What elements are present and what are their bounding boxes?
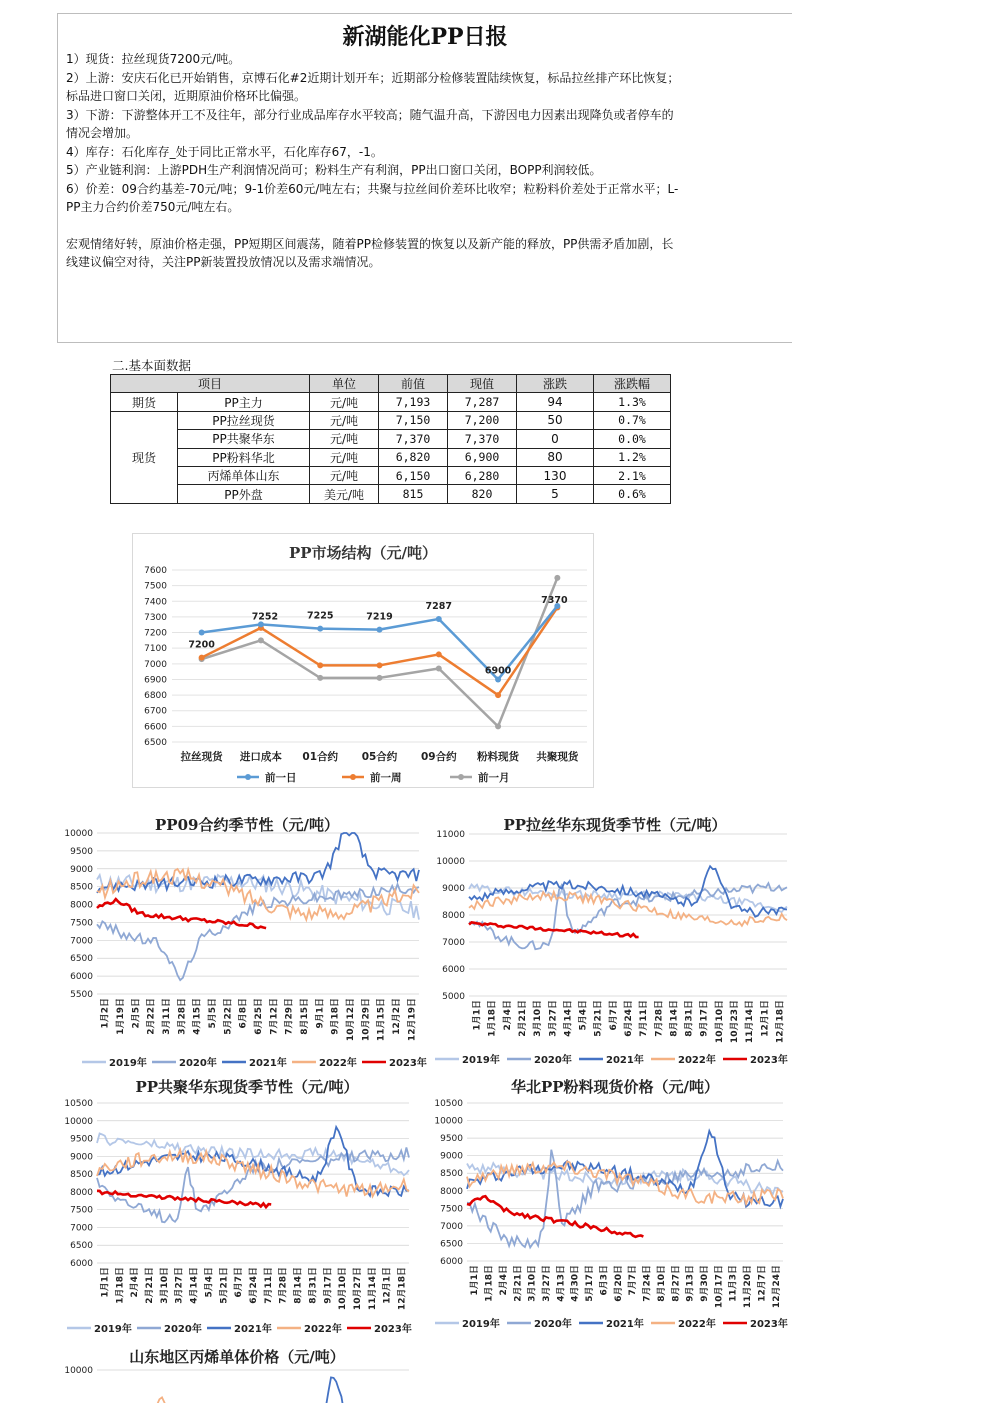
cell-unit: 美元/吨: [310, 485, 379, 503]
header-chg: 涨跌: [517, 375, 594, 393]
y-tick-label: 7500: [70, 1205, 93, 1216]
pp-powder-price-chart: [425, 1073, 791, 1338]
x-tick-label: 7月29日: [284, 998, 295, 1035]
data-point: [495, 692, 501, 698]
x-tick-label: 2月4日: [498, 1265, 509, 1296]
cell-chg: 50: [517, 411, 594, 429]
x-tick-label: 12月2日: [392, 998, 402, 1035]
group-label: 现货: [111, 411, 178, 503]
x-tick-label: 12月7日: [757, 1265, 768, 1302]
cell-pct: 0.7%: [594, 411, 671, 429]
x-tick-label: 10月10日: [338, 1267, 349, 1311]
x-tick-label: 2月4日: [502, 1000, 513, 1031]
x-tick-label: 11月14日: [745, 1000, 756, 1044]
y-tick-label: 9500: [440, 1134, 463, 1145]
y-tick-label: 6800: [144, 691, 167, 702]
x-tick-label: 10月17日: [714, 1265, 725, 1309]
y-tick-label: 10000: [434, 1116, 463, 1127]
cell-unit: 元/吨: [310, 430, 379, 448]
x-tick-label: 6月20日: [613, 1265, 624, 1302]
y-tick-label: 8500: [440, 1169, 463, 1180]
y-tick-label: 7000: [70, 1223, 93, 1234]
series-line: [97, 1397, 409, 1403]
table-row: [111, 411, 671, 429]
y-tick-label: 7100: [144, 644, 167, 655]
data-label: 7225: [306, 610, 334, 622]
y-tick-label: 6000: [440, 1257, 463, 1267]
shandong-propylene-chart: [57, 1340, 423, 1403]
x-tick-label: 9月30日: [700, 1265, 710, 1302]
chart-title: 华北PP粉料现货价格（元/吨）: [510, 1078, 720, 1096]
cell-prev: 7,150: [379, 411, 448, 429]
legend-label: 2020年: [164, 1324, 202, 1335]
x-tick-label: 1月18日: [487, 1000, 498, 1037]
data-label: 7200: [188, 639, 215, 651]
x-tick-label: 2月22日: [146, 998, 157, 1035]
report-line: 情况会增加。: [66, 126, 139, 140]
x-tick-label: 6月8日: [238, 998, 249, 1029]
legend-label: 2019年: [109, 1058, 147, 1069]
cell-pct: 0.0%: [594, 430, 671, 448]
x-tick-label: 8月31日: [684, 1000, 695, 1037]
legend-label: 2022年: [304, 1324, 342, 1335]
report-line: 1）现货：拉丝现货7200元/吨。: [66, 52, 241, 66]
y-tick-label: 7600: [144, 566, 167, 576]
x-tick-label: 8月15日: [300, 998, 310, 1035]
legend-label: 2021年: [606, 1319, 644, 1330]
y-tick-label: 6500: [70, 954, 93, 965]
y-tick-label: 7000: [442, 938, 465, 948]
x-tick-label: 11月20日: [743, 1265, 754, 1309]
y-tick-label: 7200: [144, 628, 167, 639]
x-tick-label: 3月27日: [548, 1000, 559, 1037]
y-tick-label: 9000: [440, 1151, 463, 1162]
x-tick-label: 5月4日: [578, 1000, 589, 1031]
y-tick-label: 9000: [70, 1152, 93, 1163]
x-tick-label: 1月1日: [472, 1000, 483, 1031]
y-tick-label: 10000: [436, 857, 465, 867]
legend-label: 2021年: [249, 1058, 287, 1069]
x-tick-label: 2月4日: [130, 1267, 141, 1298]
x-tick-label: 4月15日: [192, 998, 203, 1035]
x-tick-label: 6月7日: [608, 1000, 619, 1031]
x-tick-label: 3月10日: [533, 1000, 544, 1037]
cell-curr: 820: [448, 485, 517, 503]
x-tick-label: 7月7日: [628, 1265, 639, 1296]
fundamentals-table: [110, 374, 671, 504]
x-tick-label: 7月28日: [654, 1000, 665, 1037]
data-point: [317, 675, 323, 681]
x-tick-label: 6月7日: [234, 1267, 245, 1298]
x-tick-label: 3月27日: [542, 1265, 552, 1302]
y-tick-label: 9000: [70, 864, 93, 875]
data-label: 7287: [425, 600, 453, 612]
y-tick-label: 10000: [64, 829, 93, 839]
legend-label: 2023年: [750, 1319, 788, 1330]
cell-unit: 元/吨: [310, 466, 379, 484]
x-tick-label: 8月14日: [293, 1267, 304, 1304]
x-tick-label: 1月1日: [470, 1265, 481, 1296]
header-prev: 前值: [379, 375, 448, 393]
legend-label: 2019年: [462, 1319, 500, 1330]
report-line: 5）产业链利润：上游PDH生产利润情况尚可；粉料生产有利润，PP出口窗口关闭，BOPP利润较低。: [66, 163, 602, 177]
chart-title: PP拉丝华东现货季节性（元/吨）: [503, 816, 727, 834]
y-tick-label: 10500: [64, 1099, 93, 1109]
data-point: [199, 655, 205, 661]
x-tick-label: 5月22日: [223, 998, 234, 1035]
y-tick-label: 5000: [442, 992, 465, 1002]
data-point: [317, 626, 323, 632]
x-tick-label: 8月14日: [669, 1000, 680, 1037]
header-item: 项目: [111, 375, 310, 393]
y-tick-label: 11000: [436, 830, 465, 840]
x-tick-label: 11月3日: [728, 1265, 739, 1302]
x-tick-label: 10月23日: [730, 1000, 740, 1044]
legend-label: 2021年: [606, 1055, 644, 1066]
x-tick-label: 12月1日: [382, 1267, 393, 1304]
header-pct: 涨跌幅: [594, 375, 671, 393]
x-tick-label: 12月24日: [771, 1265, 782, 1309]
data-point: [436, 666, 442, 672]
legend-label: 2023年: [750, 1055, 788, 1066]
cell-pct: 2.1%: [594, 466, 671, 484]
x-tick-label: 3月10日: [527, 1265, 538, 1302]
y-tick-label: 7000: [70, 936, 93, 947]
data-label: 7252: [251, 611, 279, 623]
x-tick-label: 3月27日: [174, 1267, 185, 1304]
cell-chg: 94: [517, 393, 594, 411]
chart-title: PP市场结构（元/吨）: [288, 544, 438, 562]
x-tick-label: 4月30日: [570, 1265, 581, 1302]
x-tick-label: 12月1日: [760, 1000, 771, 1037]
x-tick-label: 5月21日: [593, 1000, 604, 1037]
x-tick-label: 12月18日: [775, 1000, 786, 1044]
x-tick-label: 8月10日: [656, 1265, 667, 1302]
cell-item: PP拉丝现货: [178, 411, 310, 429]
pp09-seasonality-chart: [57, 804, 427, 1069]
cell-pct: 0.6%: [594, 485, 671, 503]
y-tick-label: 10000: [64, 1116, 93, 1127]
table-row: [111, 466, 671, 484]
report-line: 2）上游：安庆石化已开始销售，京博石化#2近期计划开车；近期部分检修装置陆续恢复，标品拉丝排产环比恢复；: [66, 70, 680, 85]
data-point: [377, 675, 383, 681]
y-tick-label: 8000: [440, 1186, 463, 1197]
chart-title: PP09合约季节性（元/吨）: [155, 816, 339, 834]
data-point: [554, 575, 560, 581]
report-line: PP主力合约价差750元/吨左右。: [66, 200, 240, 214]
cell-curr: 6,900: [448, 448, 517, 466]
report-title: 新湖能化PP日报: [342, 24, 508, 50]
y-tick-label: 7300: [144, 612, 167, 623]
summary-line: 线建议偏空对待，关注PP新装置投放情况以及需求端情况。: [66, 255, 381, 269]
legend-label: 2022年: [319, 1058, 357, 1069]
x-tick-label: 12月18日: [397, 1267, 408, 1311]
market-structure-chart: [132, 533, 594, 788]
data-point: [436, 616, 442, 622]
legend-marker: [245, 774, 251, 780]
cell-prev: 6,820: [379, 448, 448, 466]
x-tick-label: 5月4日: [204, 1267, 215, 1298]
x-tick-label: 1月18日: [115, 1267, 126, 1304]
y-tick-label: 7400: [144, 597, 167, 608]
cell-prev: 7,193: [379, 393, 448, 411]
x-tick-label: 1月1日: [100, 1267, 111, 1298]
y-tick-label: 10000: [64, 1366, 93, 1376]
report-line: 3）下游：下游整体开工不及往年，部分行业成品库存水平较高；随气温升高，下游因电力因素出现降负或者停车的: [66, 107, 674, 122]
x-tick-label: 9月1日: [315, 998, 326, 1029]
chart-title: PP共聚华东现货季节性（元/吨）: [135, 1078, 359, 1096]
x-tick-label: 7月11日: [263, 1267, 274, 1304]
x-tick-label: 5月5日: [208, 998, 218, 1029]
table-row: [111, 485, 671, 503]
y-tick-label: 9500: [70, 846, 93, 857]
legend-label: 2019年: [94, 1324, 132, 1335]
report-line: 标品进口窗口关闭，近期原油价格环比偏强。: [66, 89, 307, 103]
series-line: [97, 1377, 409, 1403]
x-tick-label: 粉料现货: [477, 751, 520, 763]
x-tick-label: 3月10日: [159, 1267, 170, 1304]
x-tick-label: 7月24日: [642, 1265, 653, 1302]
y-tick-label: 7500: [70, 918, 93, 929]
x-tick-label: 6月3日: [599, 1265, 610, 1296]
data-point: [377, 662, 383, 668]
x-tick-label: 11月14日: [367, 1267, 378, 1311]
y-tick-label: 6900: [144, 675, 167, 686]
cell-prev: 815: [379, 485, 448, 503]
x-tick-label: 9月17日: [699, 1000, 710, 1037]
table-row: [111, 393, 671, 411]
y-tick-label: 8000: [442, 911, 465, 921]
x-tick-label: 10月29日: [361, 998, 372, 1042]
y-tick-label: 6500: [440, 1239, 463, 1250]
y-tick-label: 8000: [70, 1187, 93, 1198]
legend-label: 前一月: [478, 772, 510, 784]
cell-unit: 元/吨: [310, 411, 379, 429]
y-tick-label: 7000: [440, 1221, 463, 1232]
legend-label: 2020年: [179, 1058, 217, 1069]
cell-unit: 元/吨: [310, 448, 379, 466]
x-tick-label: 10月27日: [353, 1267, 363, 1311]
x-tick-label: 7月11日: [639, 1000, 650, 1037]
x-tick-label: 5月21日: [219, 1267, 230, 1304]
y-tick-label: 7500: [440, 1204, 463, 1215]
x-tick-label: 4月13日: [556, 1265, 567, 1302]
cell-prev: 7,370: [379, 430, 448, 448]
cell-pct: 1.2%: [594, 448, 671, 466]
table-row: [111, 430, 671, 448]
table-row: [111, 448, 671, 466]
y-tick-label: 9500: [70, 1134, 93, 1145]
x-tick-label: 6月25日: [254, 998, 264, 1035]
cell-item: PP外盘: [178, 485, 310, 503]
y-tick-label: 7500: [144, 581, 167, 592]
x-tick-label: 7月12日: [269, 998, 280, 1035]
x-tick-label: 4月14日: [563, 1000, 574, 1037]
x-tick-label: 10月12日: [346, 998, 356, 1042]
x-tick-label: 10月10日: [714, 1000, 725, 1044]
x-tick-label: 进口成本: [239, 751, 282, 763]
data-point: [495, 723, 501, 729]
x-tick-label: 5月17日: [585, 1265, 596, 1302]
y-tick-label: 6500: [144, 738, 167, 748]
cell-chg: 130: [517, 466, 594, 484]
legend-label: 2021年: [234, 1324, 272, 1335]
summary-line: 宏观情绪好转，原油价格走强，PP短期区间震荡，随着PP检修装置的恢复以及新产能的释放，PP供需矛盾加剧，长: [66, 236, 674, 251]
y-tick-label: 8000: [70, 900, 93, 911]
cell-curr: 6,280: [448, 466, 517, 484]
series-line: [467, 1196, 643, 1237]
x-tick-label: 9月18日: [330, 998, 341, 1035]
legend-marker: [458, 774, 464, 780]
cell-item: PP共聚华东: [178, 430, 310, 448]
y-tick-label: 10500: [434, 1099, 463, 1109]
series-line: [467, 1131, 783, 1207]
legend-label: 2023年: [374, 1324, 412, 1335]
cell-chg: 0: [517, 430, 594, 448]
x-tick-label: 2月21日: [513, 1265, 524, 1302]
chart-title: 山东地区丙烯单体价格（元/吨）: [129, 1348, 345, 1366]
data-point: [317, 662, 323, 668]
x-tick-label: 9月13日: [685, 1265, 696, 1302]
y-tick-label: 6000: [442, 965, 465, 975]
group-label: 期货: [111, 393, 178, 411]
y-tick-label: 6600: [144, 722, 167, 733]
data-point: [495, 676, 501, 682]
x-tick-label: 09合约: [420, 751, 457, 763]
x-tick-label: 8月31日: [308, 1267, 319, 1304]
x-tick-label: 1月19日: [116, 998, 126, 1035]
cell-item: 丙烯单体山东: [178, 466, 310, 484]
pp-copolymer-seasonality-chart: [57, 1073, 423, 1338]
legend-label: 2022年: [678, 1055, 716, 1066]
cell-item: PP粉料华北: [178, 448, 310, 466]
x-tick-label: 2月21日: [145, 1267, 155, 1304]
data-point: [436, 651, 442, 657]
cell-curr: 7,370: [448, 430, 517, 448]
x-tick-label: 12月19日: [407, 998, 418, 1042]
legend-label: 2020年: [534, 1055, 572, 1066]
cell-pct: 1.3%: [594, 393, 671, 411]
legend-label: 2022年: [678, 1319, 716, 1330]
data-label: 7219: [366, 611, 393, 623]
x-tick-label: 9月17日: [323, 1267, 334, 1304]
x-tick-label: 3月11日: [162, 998, 172, 1035]
y-tick-label: 6000: [70, 1259, 93, 1269]
x-tick-label: 7月28日: [278, 1267, 289, 1304]
cell-curr: 7,287: [448, 393, 517, 411]
data-label: 6900: [484, 665, 512, 677]
report-line: 4）库存：石化库存_处于同比正常水平，石化库存67，-1。: [66, 144, 383, 159]
y-tick-label: 6700: [144, 706, 167, 717]
legend-label: 2023年: [389, 1058, 427, 1069]
x-tick-label: 4月14日: [189, 1267, 200, 1304]
cell-chg: 5: [517, 485, 594, 503]
data-point: [377, 627, 383, 633]
y-tick-label: 6000: [70, 972, 93, 983]
x-tick-label: 8月27日: [671, 1265, 682, 1302]
pp-drawn-seasonality-chart: [425, 804, 791, 1069]
report-body: [58, 50, 792, 272]
y-tick-label: 5500: [70, 990, 93, 1000]
y-tick-label: 9000: [442, 884, 465, 894]
data-point: [258, 637, 264, 643]
x-tick-label: 6月24日: [249, 1267, 259, 1304]
cell-unit: 元/吨: [310, 393, 379, 411]
header-unit: 单位: [310, 375, 379, 393]
table-header-row: [111, 375, 671, 393]
x-tick-label: 2月21日: [518, 1000, 528, 1037]
y-tick-label: 6500: [70, 1241, 93, 1252]
x-tick-label: 11月15日: [376, 998, 387, 1042]
data-point: [199, 630, 205, 636]
report-line: 6）价差：09合约基差-70元/吨；9-1价差60元/吨左右；共聚与拉丝间价差环比收窄；粒粉料价差处于正常水平；L-: [66, 181, 679, 196]
header-curr: 现值: [448, 375, 517, 393]
x-tick-label: 3月28日: [177, 998, 188, 1035]
x-tick-label: 共聚现货: [536, 751, 579, 763]
x-tick-label: 1月18日: [484, 1265, 495, 1302]
report-box: [57, 13, 792, 343]
y-tick-label: 7000: [144, 659, 167, 670]
y-tick-label: 8500: [70, 882, 93, 893]
legend-label: 前一日: [265, 772, 297, 784]
legend-label: 2019年: [462, 1055, 500, 1066]
cell-curr: 7,200: [448, 411, 517, 429]
x-tick-label: 05合约: [361, 751, 398, 763]
data-label: 7370: [541, 594, 568, 606]
y-tick-label: 8500: [70, 1170, 93, 1181]
legend-marker: [350, 774, 356, 780]
x-tick-label: 拉丝现货: [180, 751, 223, 763]
series-line: [97, 884, 419, 980]
x-tick-label: 6月24日: [624, 1000, 634, 1037]
cell-chg: 80: [517, 448, 594, 466]
x-tick-label: 1月2日: [100, 998, 111, 1029]
cell-prev: 6,150: [379, 466, 448, 484]
x-tick-label: 01合约: [302, 751, 339, 763]
legend-label: 前一周: [370, 772, 402, 784]
section-label: 二.基本面数据: [112, 358, 191, 373]
legend-label: 2020年: [534, 1319, 572, 1330]
cell-item: PP主力: [178, 393, 310, 411]
x-tick-label: 2月5日: [131, 998, 142, 1029]
